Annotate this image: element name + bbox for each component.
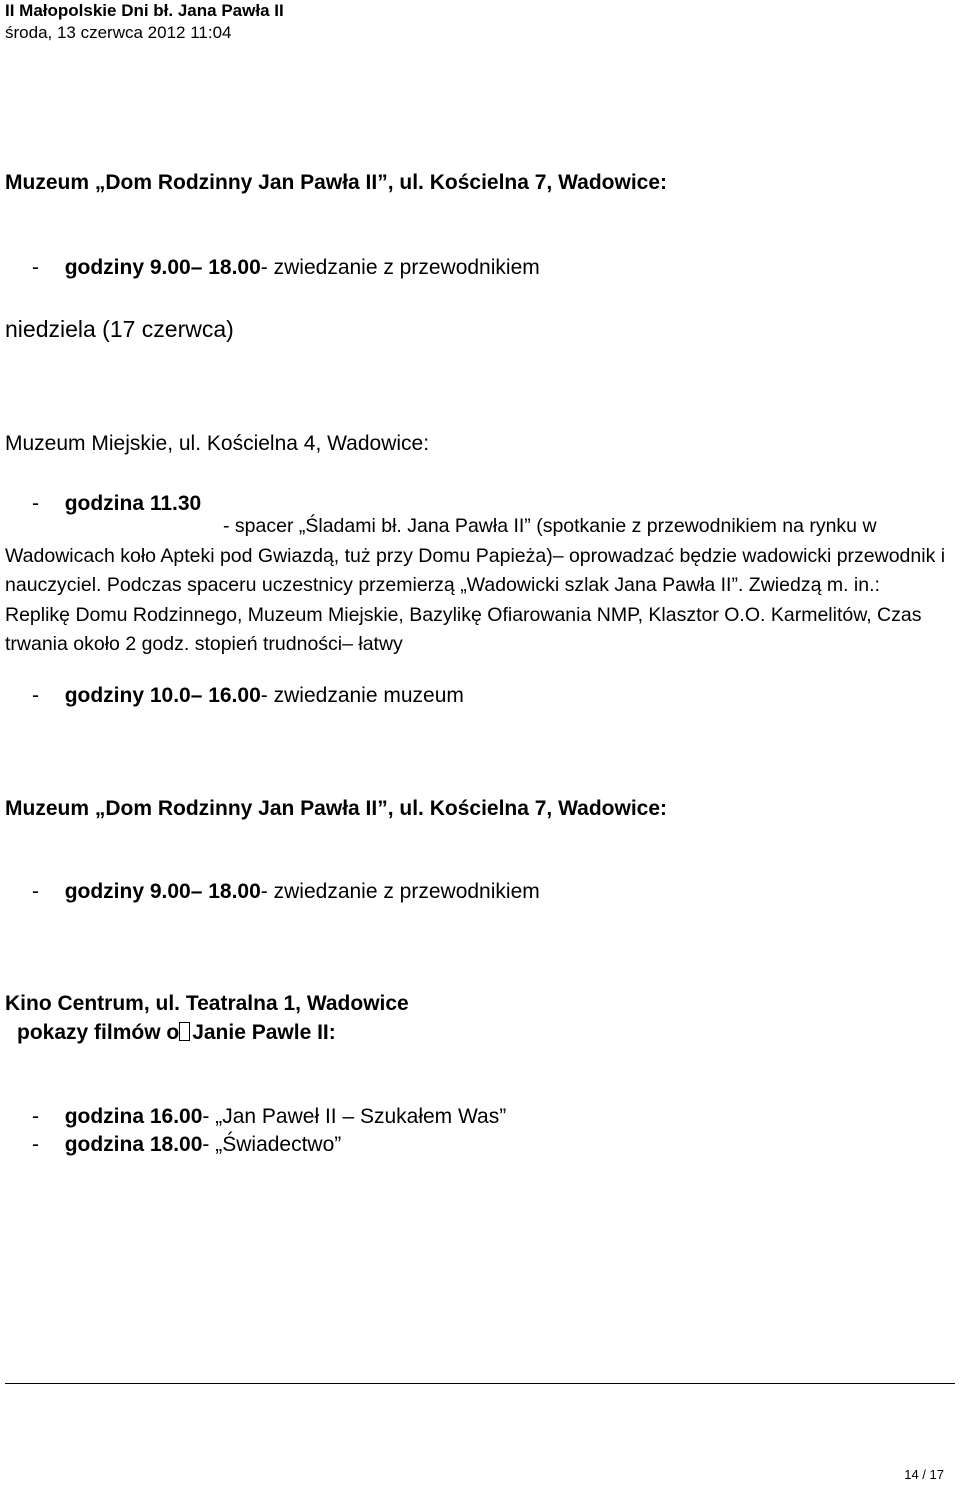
page-number: 14 / 17 <box>904 1467 944 1482</box>
dash: - <box>32 1133 39 1156</box>
cinema-subheading-part2: Janie Pawle II: <box>192 1021 336 1044</box>
dash: - <box>32 492 39 515</box>
hours-description: - zwiedzanie z przewodnikiem <box>260 880 540 903</box>
cinema-heading: Kino Centrum, ul. Teatralna 1, Wadowice <box>5 992 409 1015</box>
walk-text: - spacer „Śladami bł. Jana Pawła II” (spotkanie z przewodnikiem na rynku w Wadowicach koło Apteki pod Gwiazdą, tuż przy Domu Papieża)– oprowadzać będzie wadowicki przewodnik i nauczyciel. Podczas spaceru uczestnicy przemierzą „Wadowicki szlak Jana Pawła II”. Zwiedzą m. in.: Replikę Domu Rodzinnego, Muzeum Miejskie, Bazylikę Ofiarowania NMP, Klasztor O.O. Karmelitów, Czas trwania około 2 godz. stopień trudności– łatwy <box>5 515 946 655</box>
walk-time: godzina 11.30 <box>64 492 202 515</box>
dash: - <box>32 256 39 279</box>
city-museum-hours <box>32 683 464 709</box>
screening-title: - „Świadectwo” <box>202 1133 342 1156</box>
walk-description <box>5 512 950 660</box>
cinema-screening-2 <box>32 1132 341 1158</box>
museum-home-heading: Muzeum „Dom Rodzinny Jan Pawła II”, ul. Kościelna 7, Wadowice: <box>5 171 668 194</box>
hours-description: - zwiedzanie muzeum <box>260 684 464 707</box>
footer-divider <box>5 1383 955 1384</box>
museum-home-hours <box>32 255 540 281</box>
missing-glyph-icon <box>179 1022 190 1041</box>
museum-home-hours-2 <box>32 879 540 905</box>
hours-time: godziny 10.0– 16.00 <box>64 684 261 707</box>
museum-home-heading-2: Muzeum „Dom Rodzinny Jan Pawła II”, ul. Kościelna 7, Wadowice: <box>5 797 668 820</box>
city-museum-heading: Muzeum Miejskie, ul. Kościelna 4, Wadowice: <box>5 432 430 455</box>
hours-time: godziny 9.00– 18.00 <box>64 256 261 279</box>
screening-time: godzina 16.00 <box>64 1105 203 1128</box>
hours-description: - zwiedzanie z przewodnikiem <box>260 256 540 279</box>
screening-title: - „Jan Paweł II – Szukałem Was” <box>202 1105 507 1128</box>
cinema-screening-1 <box>32 1104 506 1130</box>
screening-time: godzina 18.00 <box>64 1133 203 1156</box>
sunday-heading: niedziela (17 czerwca) <box>5 316 234 342</box>
cinema-subheading-part1: pokazy filmów o <box>17 1021 180 1044</box>
cinema-subheading <box>17 1020 336 1046</box>
dash: - <box>32 1105 39 1128</box>
dash: - <box>32 880 39 903</box>
hours-time: godziny 9.00– 18.00 <box>64 880 261 903</box>
document-date: środa, 13 czerwca 2012 11:04 <box>5 23 232 42</box>
document-title: II Małopolskie Dni bł. Jana Pawła II <box>5 1 284 20</box>
dash: - <box>32 684 39 707</box>
